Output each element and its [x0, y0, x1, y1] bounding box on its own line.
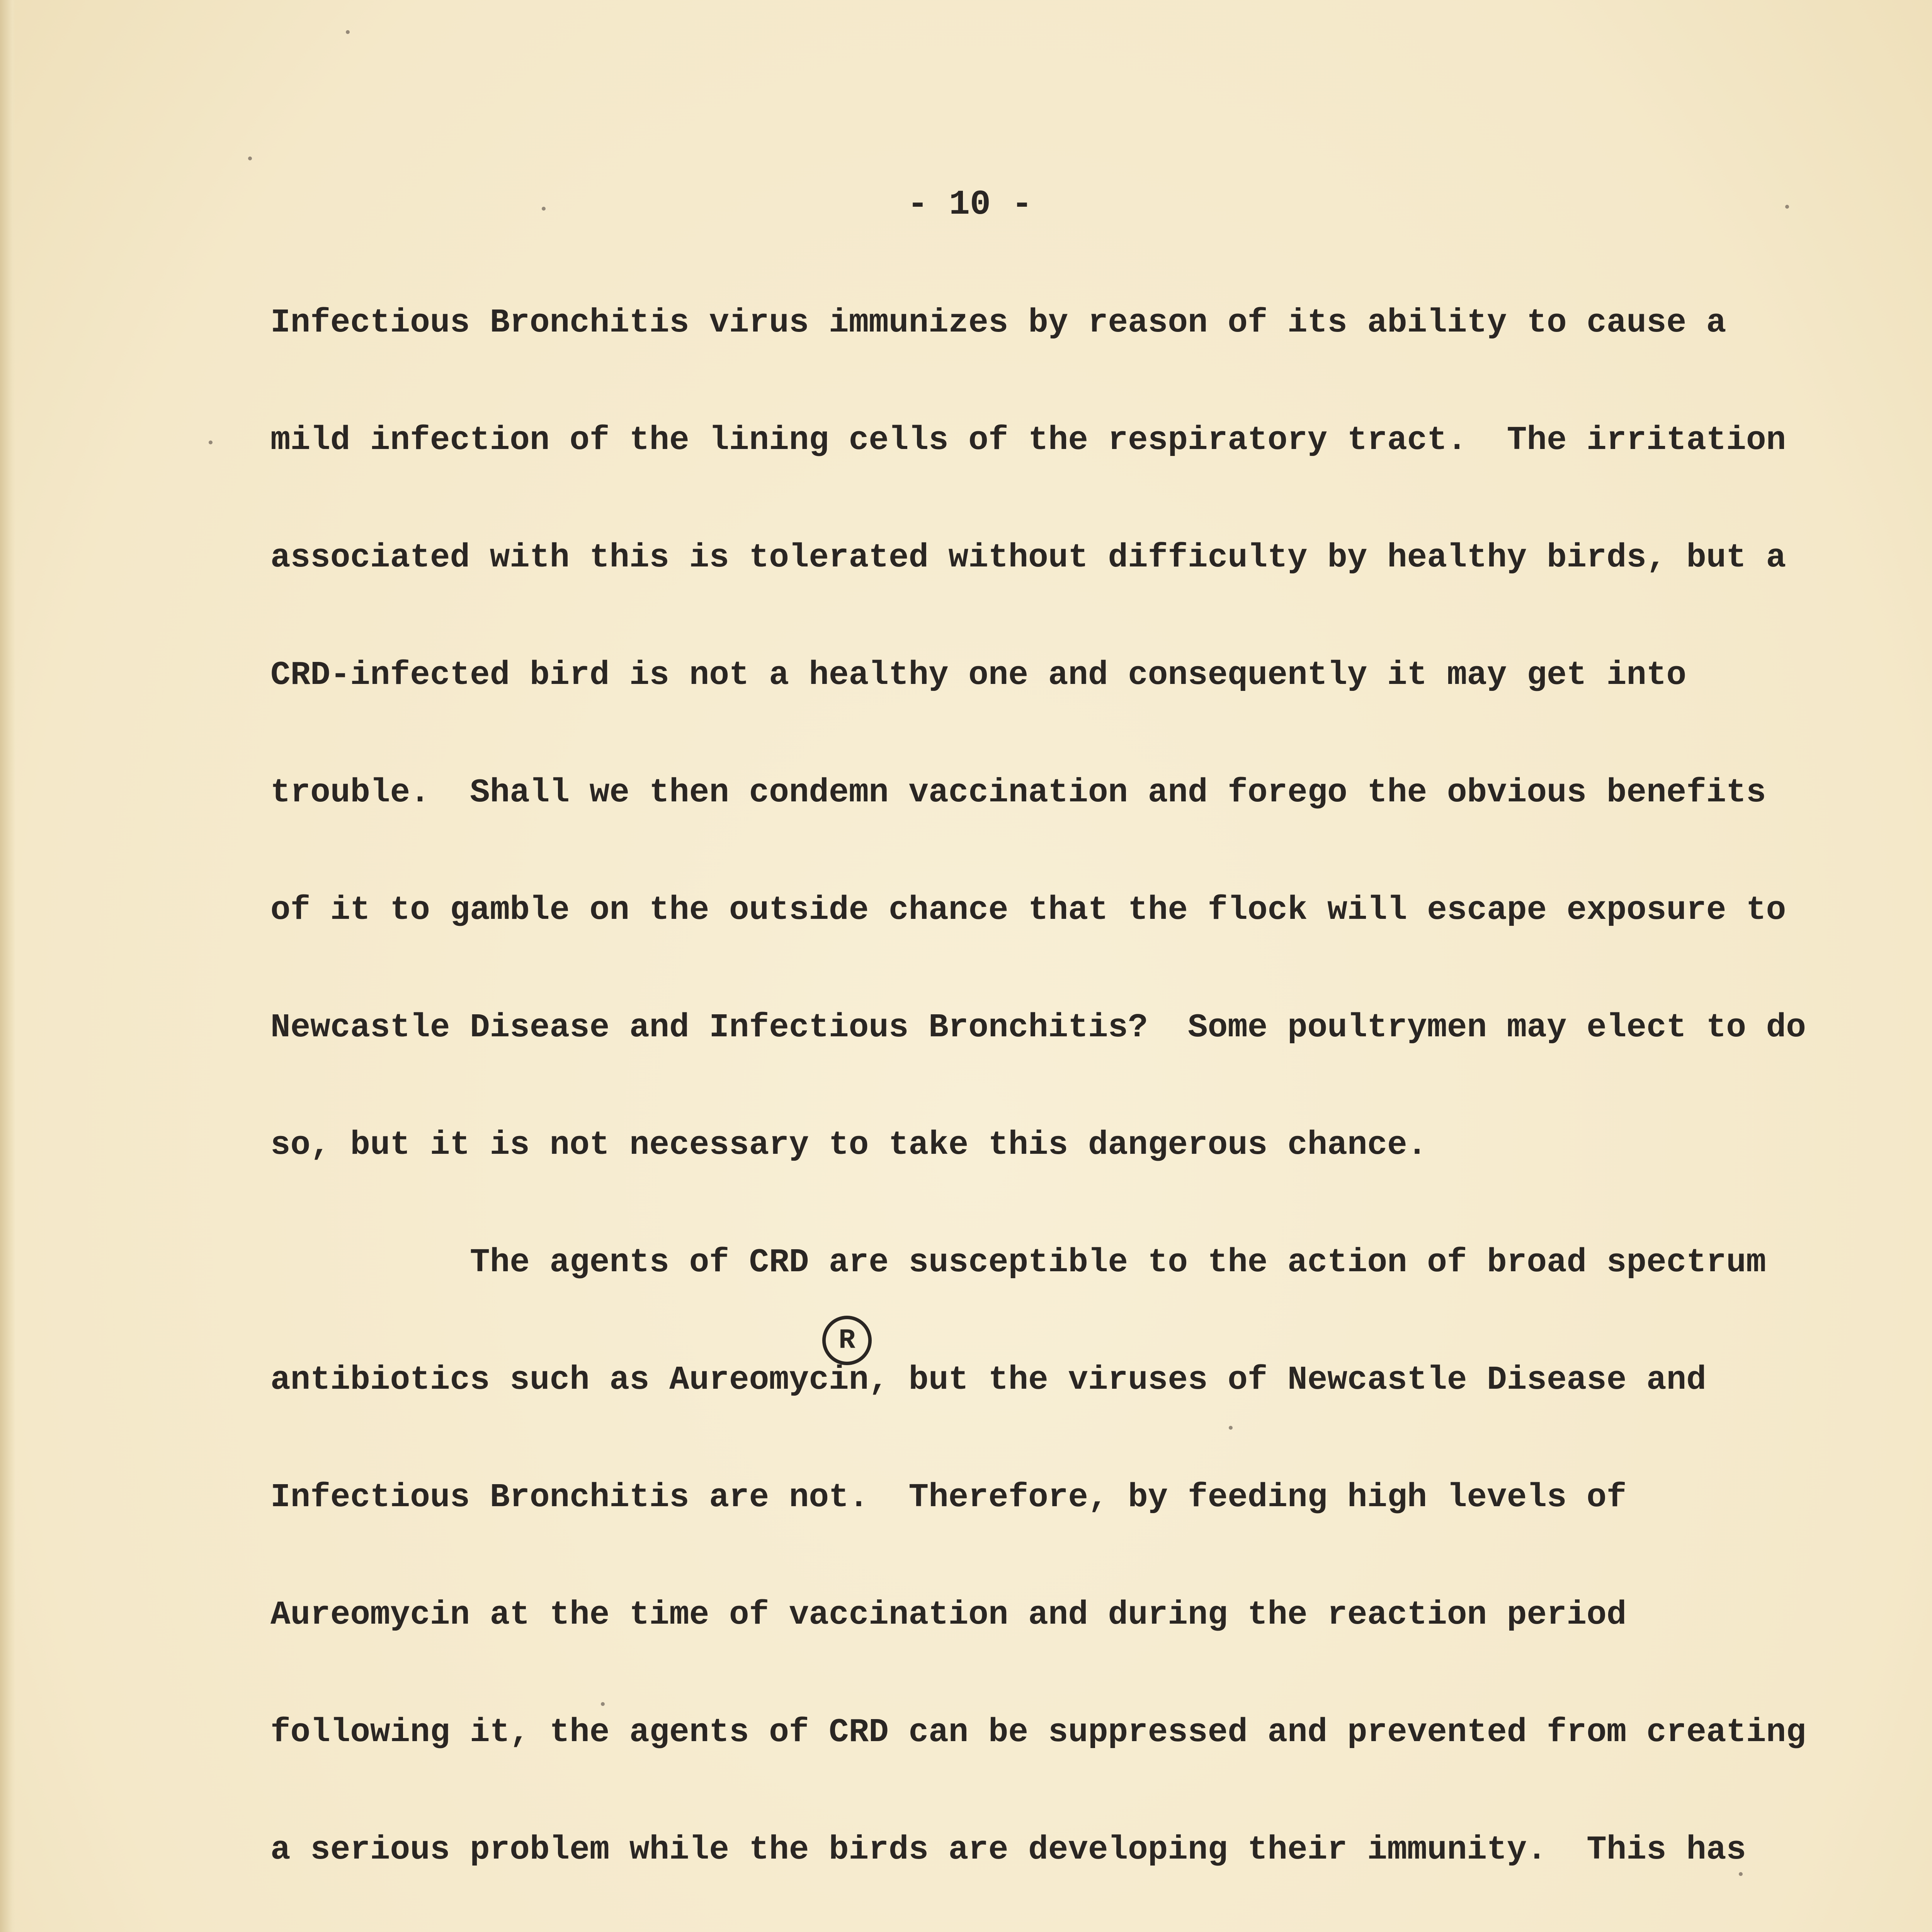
- text-line: CRD-infected bird is not a healthy one and consequently it may get into: [270, 656, 1687, 694]
- paper-speck: [346, 30, 350, 34]
- text-line: antibiotics such as Aureomycin, but the viruses of Newcastle Disease and: [270, 1361, 1706, 1399]
- text-line: Infectious Bronchitis are not. Therefore, by feeding high levels of: [270, 1478, 1627, 1516]
- paper-speck: [1229, 1426, 1233, 1430]
- registered-trademark-mark: R: [822, 1316, 872, 1365]
- text-line: of it to gamble on the outside chance that the flock will escape exposure to: [270, 891, 1786, 929]
- paper-speck: [209, 440, 213, 444]
- text-line: trouble. Shall we then condemn vaccination and forego the obvious benefits: [270, 774, 1766, 811]
- text-line: a serious problem while the birds are developing their immunity. This has: [270, 1831, 1747, 1869]
- text-line: Aureomycin at the time of vaccination and during the reaction period: [270, 1596, 1627, 1634]
- text-line: Newcastle Disease and Infectious Bronchitis? Some poultrymen may elect to do: [270, 1009, 1806, 1046]
- text-line: Infectious Bronchitis virus immunizes by reason of its ability to cause a: [270, 304, 1726, 342]
- text-line: so, but it is not necessary to take this dangerous chance.: [270, 1126, 1427, 1164]
- page-number: - 10 -: [907, 185, 1033, 224]
- paper-speck: [1739, 1872, 1743, 1876]
- text-line: associated with this is tolerated without difficulty by healthy birds, but a: [270, 539, 1786, 577]
- text-line: following it, the agents of CRD can be suppressed and prevented from creating: [270, 1713, 1806, 1751]
- paper-speck: [1785, 205, 1789, 209]
- text-line: mild infection of the lining cells of the respiratory tract. The irritation: [270, 421, 1786, 459]
- paper-speck: [248, 156, 252, 160]
- text-line: The agents of CRD are susceptible to the action of broad spectrum: [270, 1243, 1766, 1281]
- paper-speck: [601, 1702, 605, 1706]
- page-edge-shadow: [0, 0, 15, 1932]
- paper-speck: [542, 207, 546, 211]
